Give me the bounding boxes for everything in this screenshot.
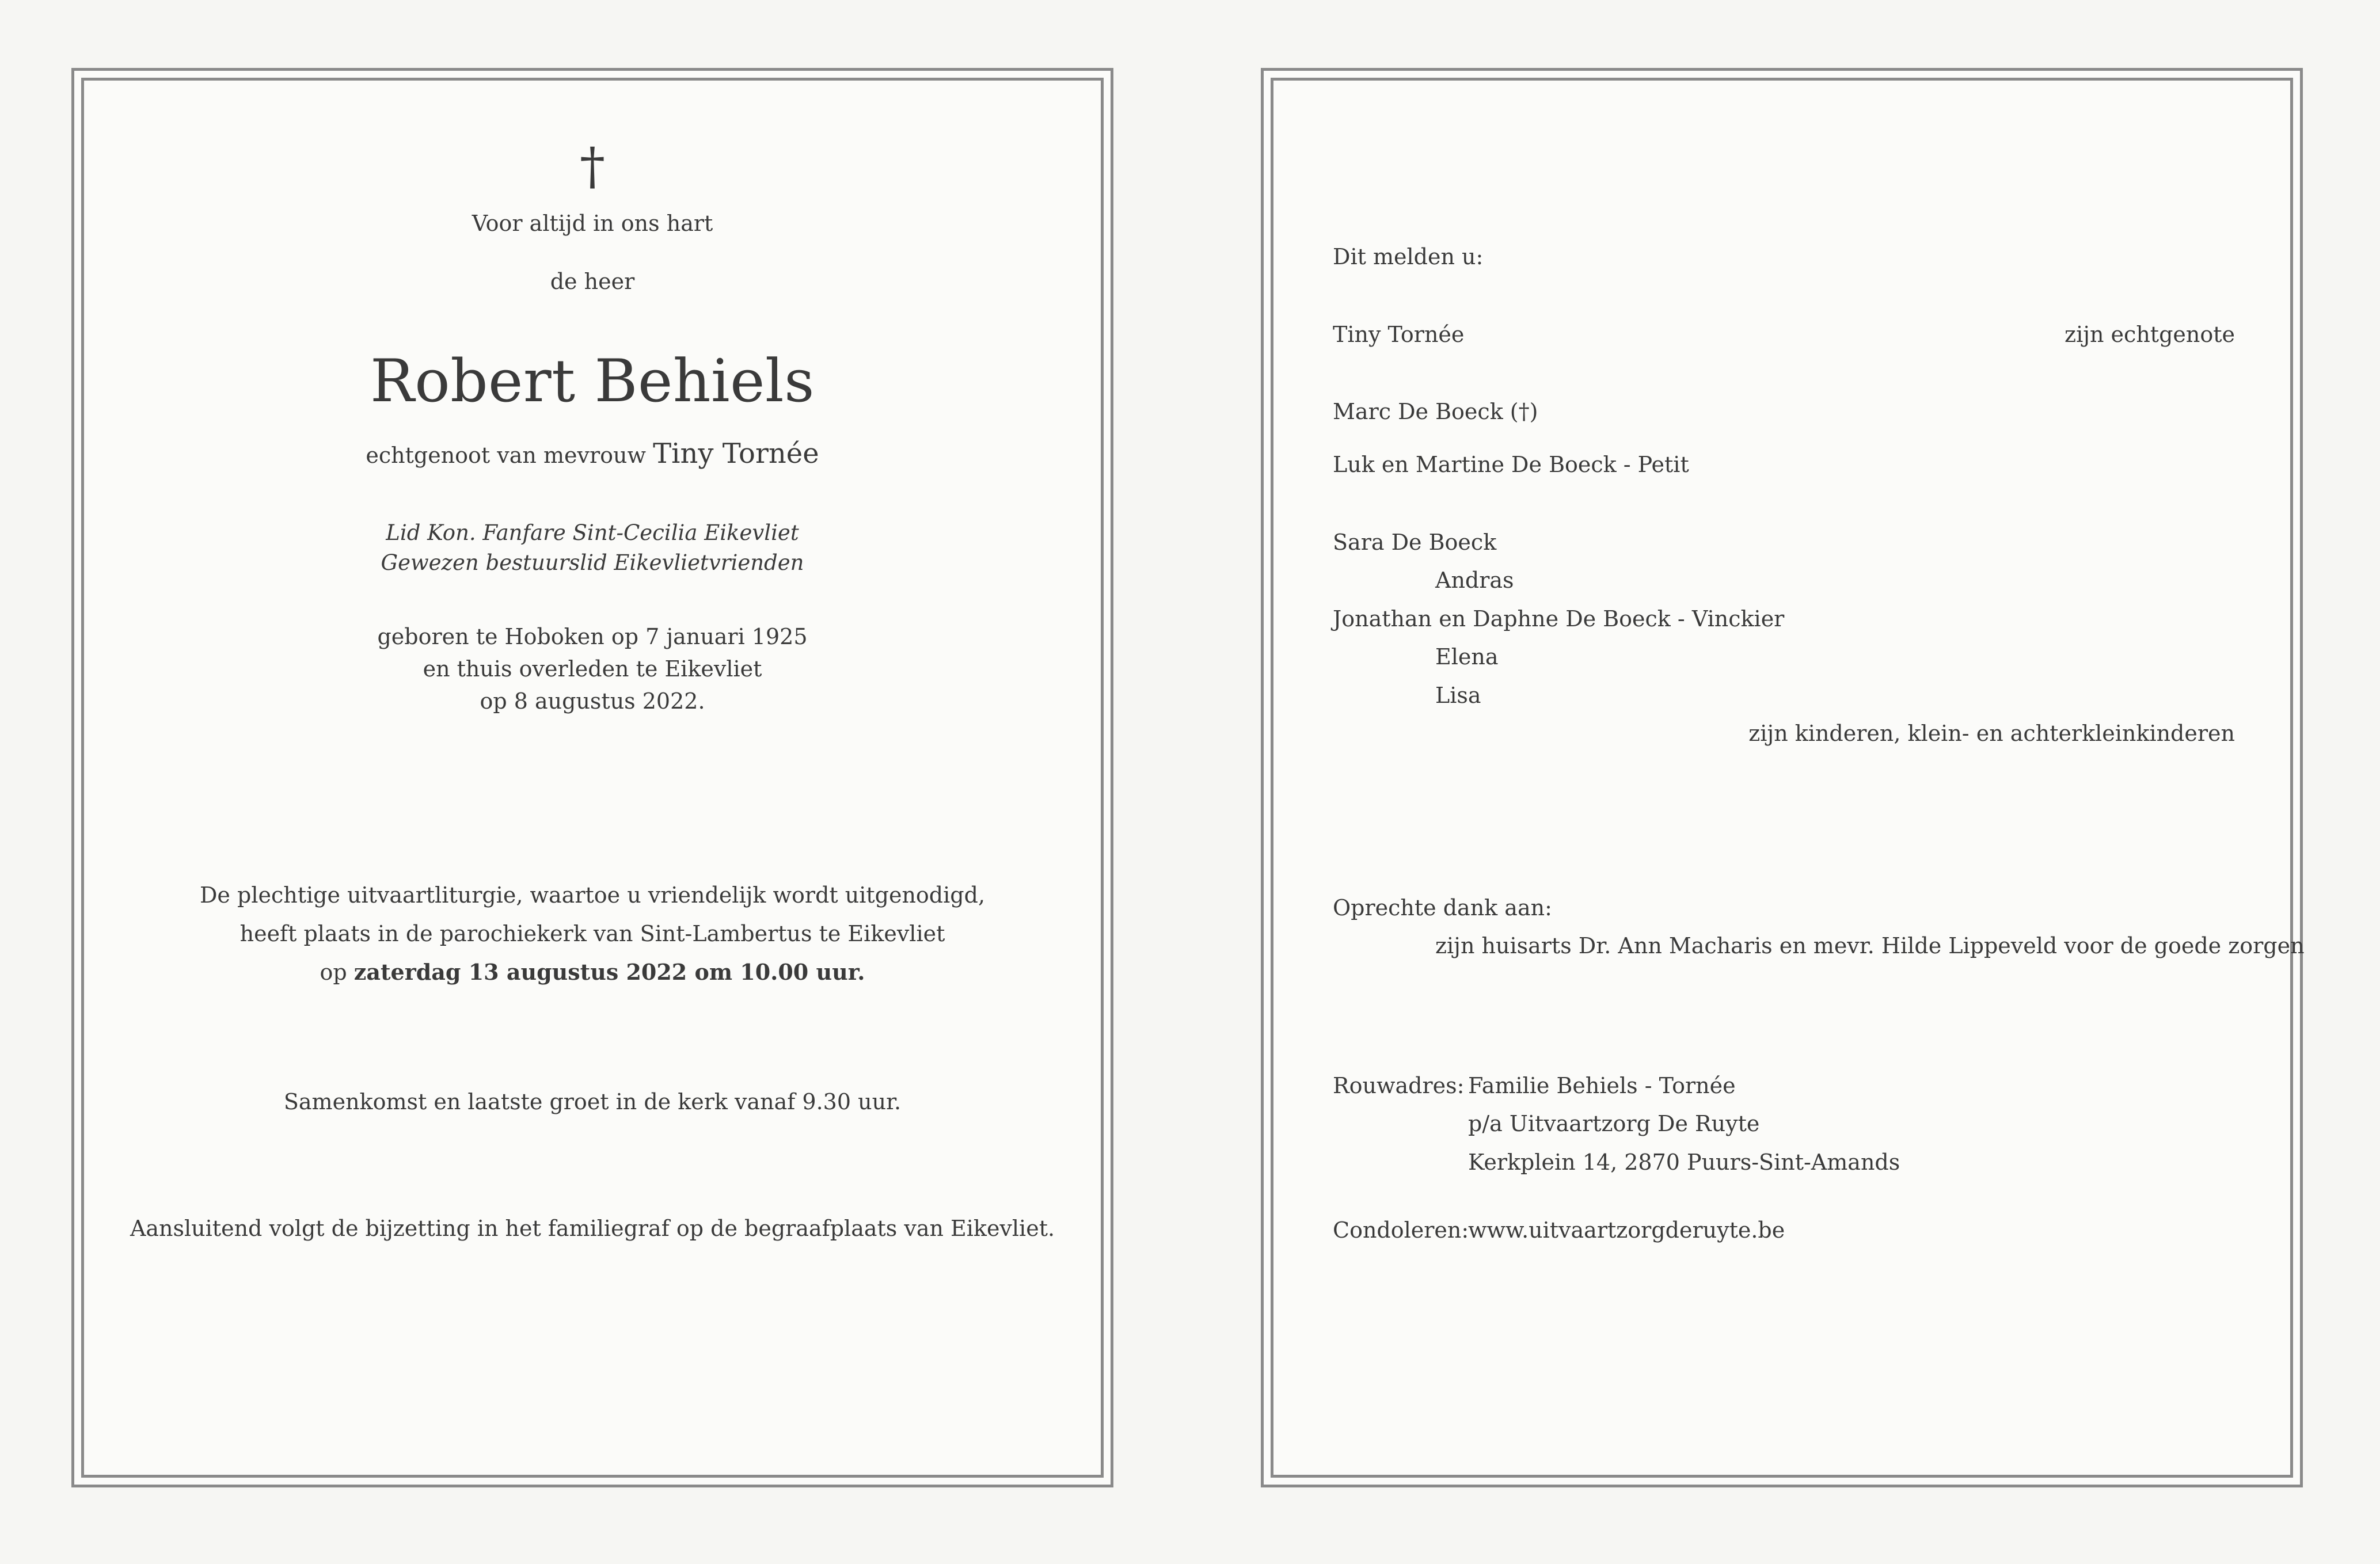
funeral-date-time: zaterdag 13 augustus 2022 om 10.00 uur. xyxy=(353,959,865,985)
address-line-3: Kerkplein 14, 2870 Puurs-Sint-Amands xyxy=(1468,1150,1900,1175)
deceased-name: Robert Behiels xyxy=(370,347,815,416)
family-member-5: Jonathan en Daphne De Boeck - Vinckier xyxy=(1333,606,1785,631)
spouse-line xyxy=(84,437,1101,470)
death-date-line: op 8 augustus 2022. xyxy=(480,688,705,714)
cross-icon: † xyxy=(580,136,605,196)
address-line-2: p/a Uitvaartzorg De Ruyte xyxy=(1468,1111,1760,1136)
spouse-prefix: echtgenoot van mevrouw xyxy=(366,443,646,468)
left-card-panel xyxy=(71,68,1113,1487)
funeral-line-3 xyxy=(84,956,1101,988)
family-member-2: Luk en Martine De Boeck - Petit xyxy=(1333,452,1689,477)
family-member-3: Sara De Boeck xyxy=(1333,530,1497,555)
spouse-name-right: Tiny Tornée xyxy=(1333,322,1465,347)
family-member-6: Elena xyxy=(1435,644,1499,669)
funeral-line-1: De plechtige uitvaartliturgie, waartoe u vriendelijk wordt uitgenodigd, xyxy=(199,882,986,908)
funeral-date-prefix: op xyxy=(320,960,347,985)
membership-line-2: Gewezen bestuurslid Eikevlietvrienden xyxy=(381,550,804,575)
gathering-text: Samenkomst en laatste groet in de kerk vanaf 9.30 uur. xyxy=(283,1089,902,1114)
family-role: zijn kinderen, klein- en achterkleinkinderen xyxy=(1748,721,2235,746)
burial-text: Aansluitend volgt de bijzetting in het familiegraf op de begraafplaats van Eikevliet. xyxy=(130,1216,1055,1241)
right-card-panel xyxy=(1261,68,2303,1487)
intro-text: Dit melden u: xyxy=(1333,244,1484,269)
spouse-role: zijn echtgenote xyxy=(2065,322,2235,347)
birth-line: geboren te Hoboken op 7 januari 1925 xyxy=(377,624,808,649)
thanks-label: Oprechte dank aan: xyxy=(1333,895,1552,920)
condolence-link[interactable]: www.uitvaartzorgderuyte.be xyxy=(1468,1217,1785,1243)
death-place-line: en thuis overleden te Eikevliet xyxy=(423,656,762,682)
family-member-4: Andras xyxy=(1435,568,1514,593)
thanks-text: zijn huisarts Dr. Ann Macharis en mevr. Hilde Lippeveld voor de goede zorgen xyxy=(1435,933,2305,958)
membership-line-1: Lid Kon. Fanfare Sint-Cecilia Eikevliet xyxy=(386,520,799,545)
funeral-line-2: heeft plaats in de parochiekerk van Sint-Lambertus te Eikevliet xyxy=(239,921,945,946)
right-card-inner-frame xyxy=(1271,78,2305,1478)
address-line-1: Familie Behiels - Tornée xyxy=(1468,1073,1736,1098)
condolence-label: Condoleren: xyxy=(1333,1217,1469,1243)
honorific-text: de heer xyxy=(550,269,635,294)
address-label: Rouwadres: xyxy=(1333,1073,1465,1098)
in-memoriam-text: Voor altijd in ons hart xyxy=(472,211,713,236)
left-card-inner-frame xyxy=(81,78,1104,1478)
family-member-1: Marc De Boeck (†) xyxy=(1333,399,1538,424)
family-member-7: Lisa xyxy=(1435,683,1481,708)
spouse-name: Tiny Tornée xyxy=(653,437,819,470)
